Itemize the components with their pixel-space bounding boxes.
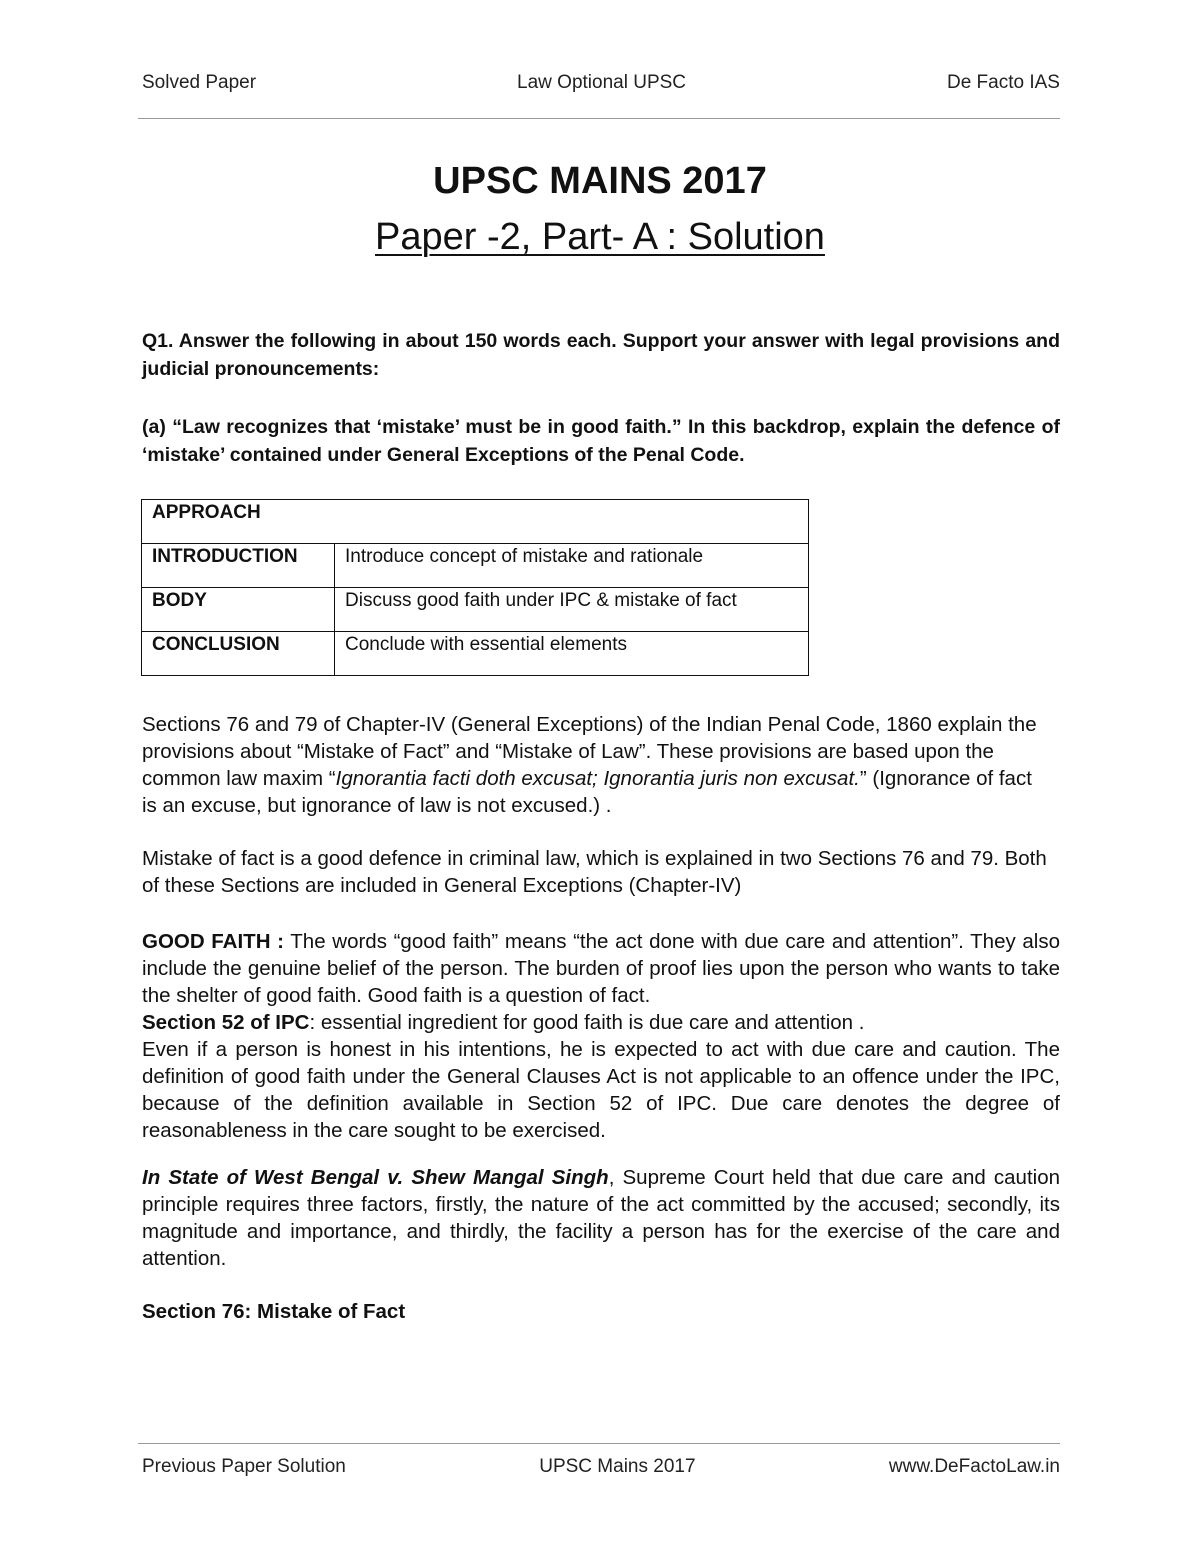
header-left: Solved Paper [142,72,257,93]
section-heading: Section 76: Mistake of Fact [142,1300,406,1323]
case-text: , Supreme Court held that due care and caution principle requires three factors, firstly, the nature of the act committed by the accused; secondly, its magnitude and importance, and thirdly, the facility a person has for the exercise of the care and attention. [142,1166,1060,1270]
header-center: Law Optional UPSC [517,72,687,93]
question-1: Q1. Answer the following in about 150 words each. Support your answer with legal provisions and judicial pronouncements: [142,330,1060,380]
case-name: In State of West Bengal v. Shew Mangal Singh [142,1166,609,1189]
row-text: Discuss good faith under IPC & mistake of fact [335,588,809,632]
header-divider [138,118,1060,119]
section-52-label: Section 52 of IPC [142,1011,310,1034]
paragraph-sections-intro [142,711,1042,819]
row-label: BODY [142,588,335,632]
good-faith-label: GOOD FAITH : [142,930,284,953]
footer-right: www.DeFactoLaw.in [888,1456,1060,1477]
header-right: De Facto IAS [946,72,1060,93]
good-faith-text: The words “good faith” means “the act done with due care and attention”. They also include the genuine belief of the person. The burden of proof lies upon the person who wants to take the shelter of good faith. Good faith is a question of fact. [142,930,1060,1007]
question-a: (a) “Law recognizes that ‘mistake’ must be in good faith.” In this backdrop, explain the defence of ‘mistake’ contained under General Exceptions of the Penal Code. [142,416,1060,466]
row-text: Conclude with essential elements [335,632,809,676]
latin-maxim: Ignorantia facti doth excusat; Ignorantia juris non excusat. [335,767,860,790]
approach-table [141,499,809,676]
para1-text1: Sections 76 and 79 of Chapter-IV (General Exceptions) of the Indian Penal Code, 1860 explain the provisions about “Mistake of Fact” and “Mistake of Law”. These provisions are based upon the common law maxim “ [142,713,1037,790]
para1-text2: ” (Ignorance of fact is an excuse, but ignorance of law is not excused.) . [142,767,1032,817]
footer-left: Previous Paper Solution [142,1456,346,1477]
page-footer [142,1456,1060,1478]
row-text: Introduce concept of mistake and rationale [335,544,809,588]
table-row [142,632,809,676]
page-header [142,72,1060,94]
page-subtitle [0,216,1200,259]
row-label: INTRODUCTION [142,544,335,588]
paragraph-good-faith [142,928,1060,1144]
footer-center: UPSC Mains 2017 [539,1456,696,1477]
approach-heading-row [142,500,809,544]
paragraph-mistake-of-fact: Mistake of fact is a good defence in criminal law, which is explained in two Sections 76 and 79. Both of these Sections are included in General Exceptions (Chapter-IV) [142,847,1047,897]
page-title: UPSC MAINS 2017 [433,160,767,202]
table-row [142,544,809,588]
subtitle-text: Paper -2, Part- A : Solution [375,216,825,258]
good-faith-text-continued: Even if a person is honest in his intentions, he is expected to act with due care and caution. The definition of good faith under the General Clauses Act is not applicable to an offence under the IPC, because of the definition available in Section 52 of IPC. Due care denotes the degree of reasonableness in the care sought to be exercised. [142,1038,1060,1142]
footer-divider [138,1443,1060,1444]
section-52-text: : essential ingredient for good faith is due care and attention . [309,1011,865,1034]
table-row [142,588,809,632]
approach-heading: APPROACH [142,500,809,544]
paragraph-case-law [142,1164,1060,1272]
row-label: CONCLUSION [142,632,335,676]
